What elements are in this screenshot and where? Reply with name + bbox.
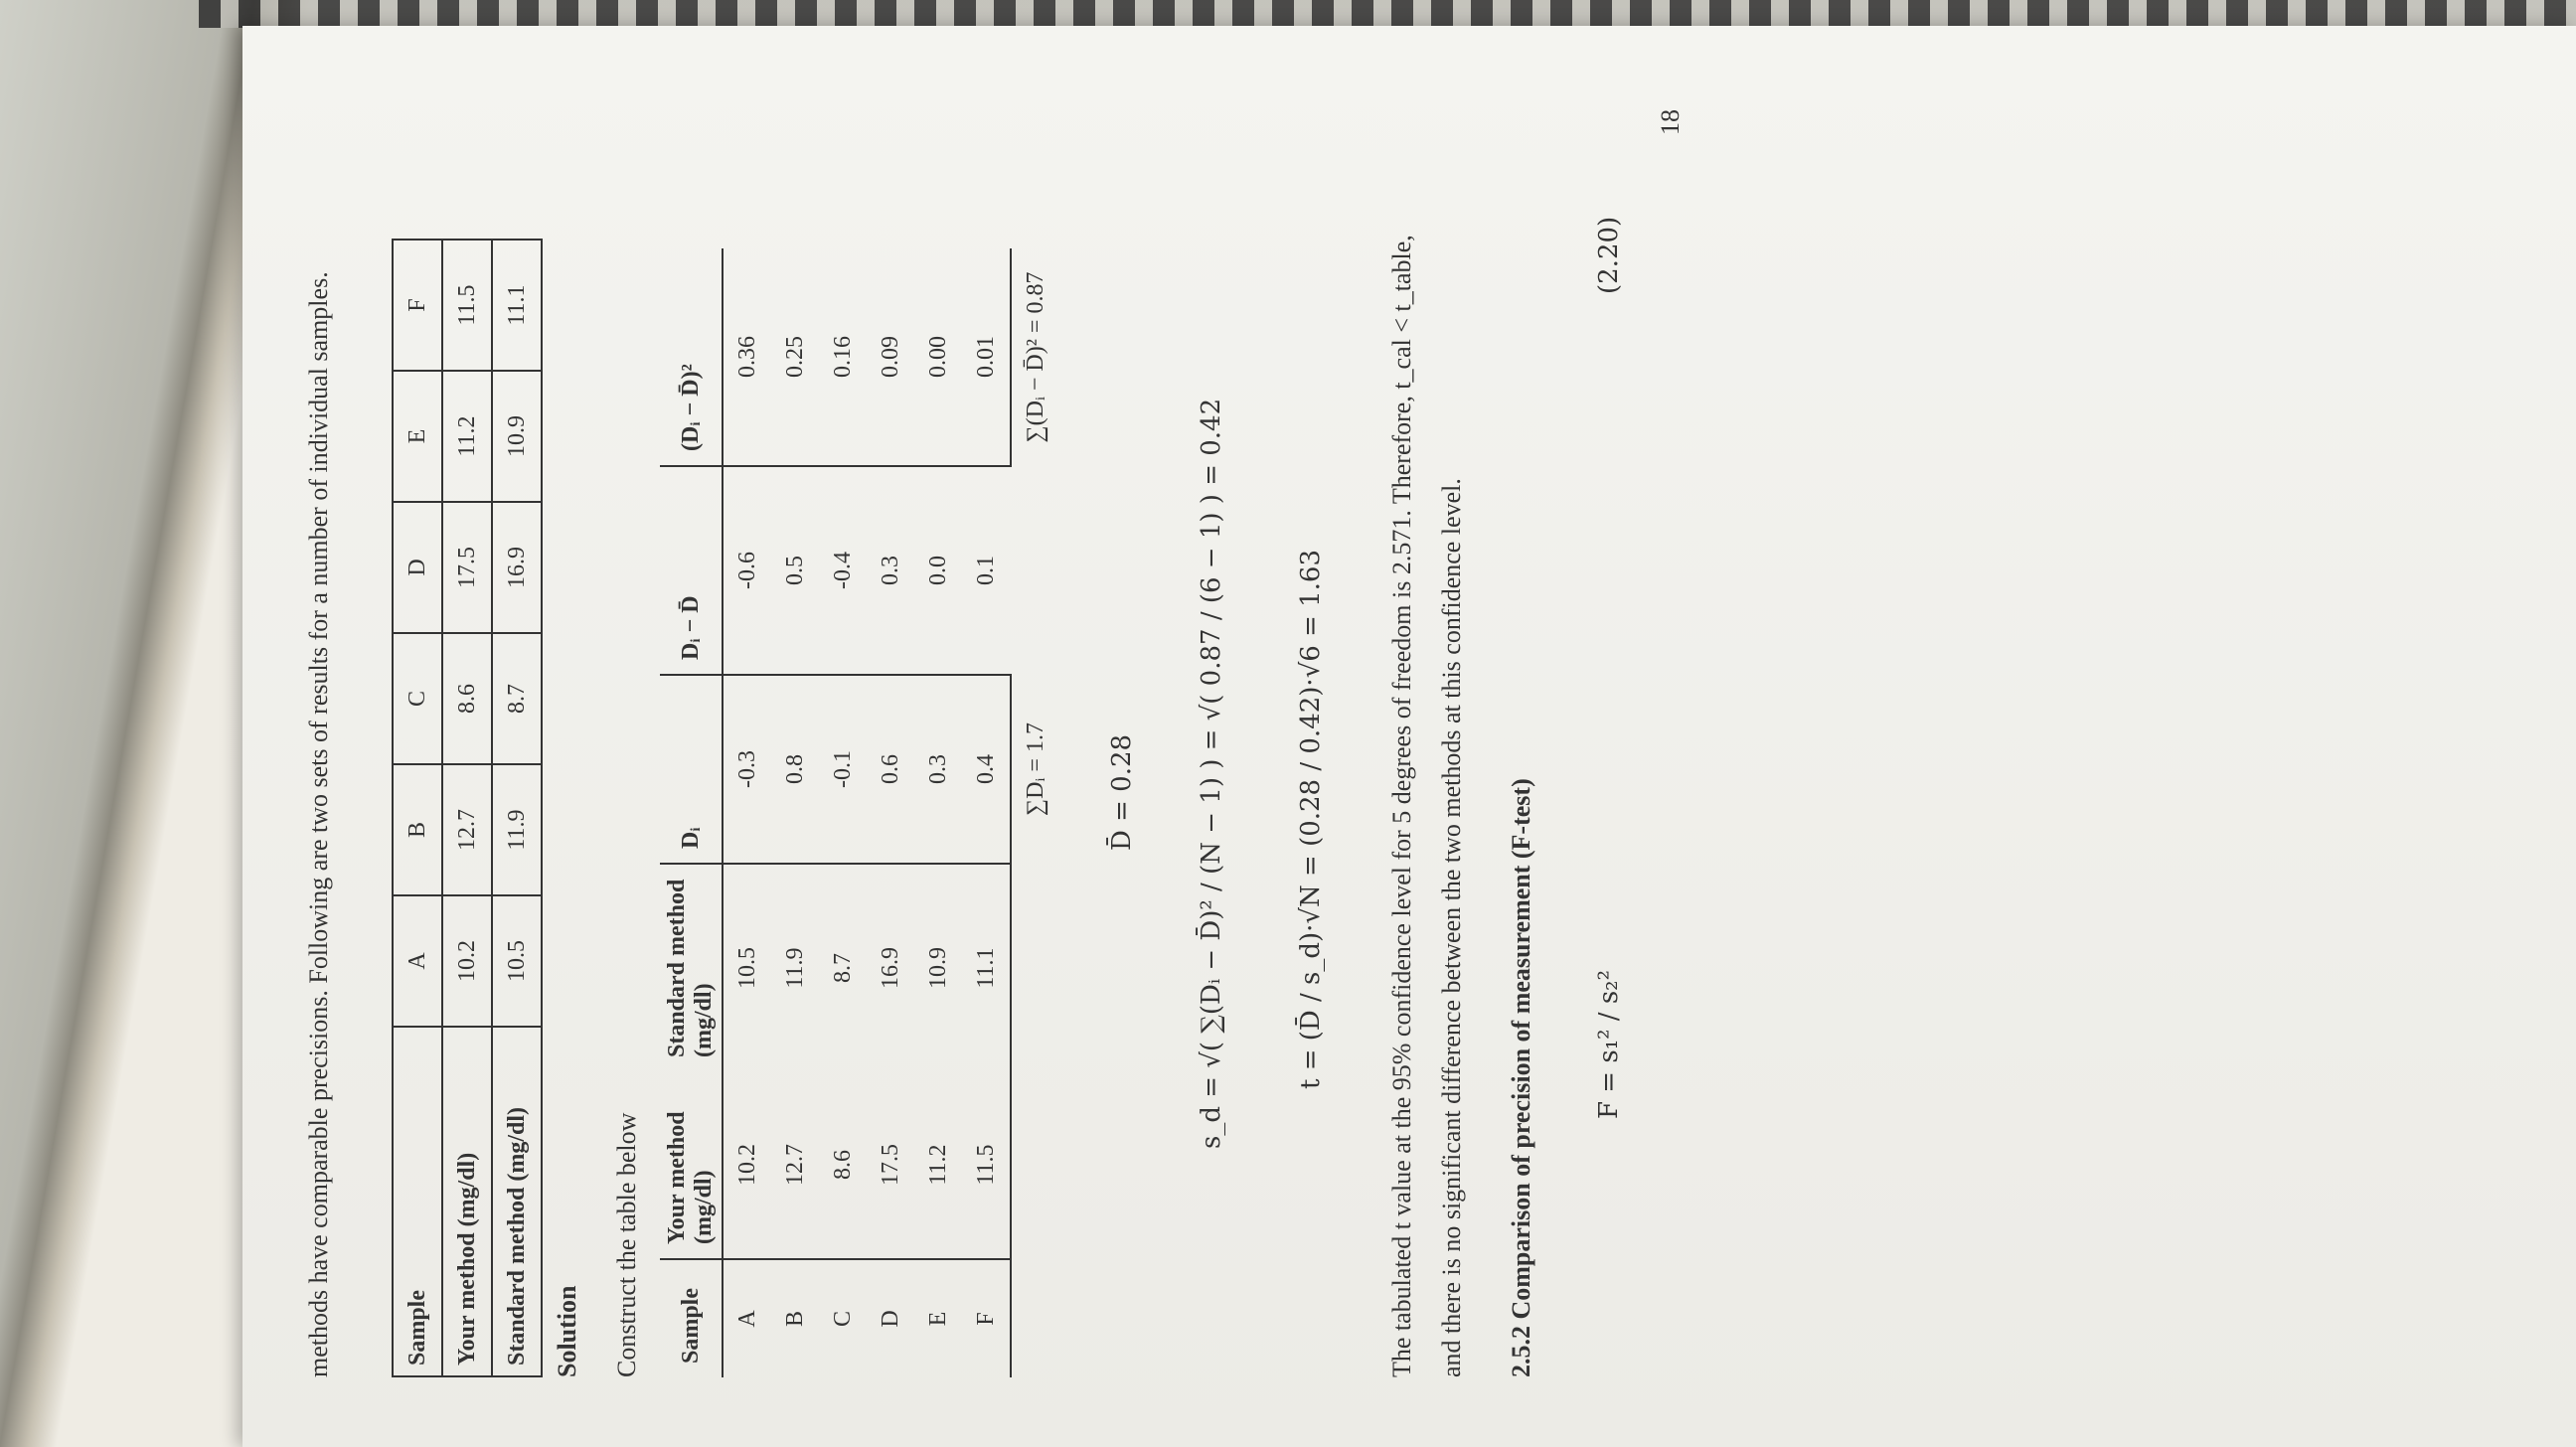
cell: 0.36 (733, 336, 760, 378)
sum-squared: ∑(Dᵢ − D̄)² = 0.87 (1022, 271, 1048, 443)
table-row (492, 240, 542, 1376)
cell: -0.1 (819, 675, 867, 864)
th-your-method: Your method (mg/dl) (660, 1071, 723, 1259)
cell: 10.9 (914, 864, 962, 1071)
th-sample: Sample (660, 1259, 723, 1377)
table-row (867, 248, 914, 1377)
table-row (771, 248, 819, 1377)
col-e: E (393, 371, 442, 502)
cell: 11.5 (962, 1071, 1011, 1259)
cell: 0.16 (829, 336, 856, 378)
cell: 10.5 (492, 895, 542, 1027)
page-number: 18 (1656, 109, 1685, 135)
binder-rings (199, 0, 2576, 28)
cell: D (867, 1259, 914, 1377)
cell: 11.2 (442, 371, 492, 502)
cell: 10.2 (733, 1144, 760, 1186)
cell: 17.5 (877, 1144, 903, 1186)
cell: 8.7 (819, 864, 867, 1071)
cell: 8.6 (829, 1150, 856, 1180)
col-d: D (393, 502, 442, 633)
cell: 17.5 (442, 502, 492, 633)
page-content (242, 26, 2576, 1447)
cell: 0.1 (962, 466, 1011, 675)
cell: 16.9 (867, 864, 914, 1071)
th-standard-method: Standard method (mg/dl) (660, 864, 723, 1071)
solution-heading: Solution (553, 1285, 581, 1377)
sum-di: ∑Dᵢ = 1.7 (1022, 723, 1048, 816)
cell: A (723, 1259, 771, 1377)
cell: E (914, 1259, 962, 1377)
cell: 11.1 (492, 240, 542, 371)
cell: 16.9 (492, 502, 542, 633)
table-row (914, 248, 962, 1377)
cell: F (962, 1259, 1011, 1377)
t-equation: t = (D̄ / s_d)·√N = (0.28 / 0.42)·√6 = 1.63 (1296, 549, 1326, 1089)
cell: 0.0 (914, 466, 962, 675)
cell: -0.3 (723, 675, 771, 864)
computation-table (660, 248, 1059, 1377)
cell: 10.2 (442, 895, 492, 1027)
cell: B (771, 1259, 819, 1377)
table-row (442, 240, 492, 1376)
cell: 0.3 (914, 675, 962, 864)
f-equation-number: (2.20) (1594, 216, 1624, 294)
row-label: Standard method (mg/dl) (492, 1027, 542, 1376)
th-squared: (Dᵢ − D̄)² (660, 248, 723, 466)
document-page (242, 26, 2576, 1447)
col-a: A (393, 895, 442, 1027)
cell: 0.01 (962, 248, 1011, 466)
cell: -0.6 (723, 466, 771, 675)
intro-paragraph: methods have comparable precisions. Following are two sets of results for a number of individual samples. (304, 271, 333, 1377)
cell: 0.4 (962, 675, 1011, 864)
col-c: C (393, 633, 442, 764)
cell: 0.8 (771, 675, 819, 864)
row-label: Your method (mg/dl) (442, 1027, 492, 1376)
conclusion-line-1: The tabulated t value at the 95% confidence level for 5 degrees of freedom is 2.571. Therefore, t_cal < t_table, (1387, 235, 1416, 1377)
cell: 11.5 (442, 240, 492, 371)
cell: C (819, 1259, 867, 1377)
table-row (962, 248, 1011, 1377)
construct-text: Construct the table below (612, 1112, 641, 1377)
cell: 0.5 (771, 466, 819, 675)
conclusion-line-2: and there is no significant difference between the two methods at this confidence level. (1437, 478, 1466, 1377)
cell: 8.6 (442, 633, 492, 764)
dbar-equation: D̄ = 0.28 (1107, 733, 1137, 851)
cell: 0.3 (867, 466, 914, 675)
table-header-row (660, 248, 723, 1377)
section-heading: 2.5.2 Comparison of precision of measurement (F-test) (1507, 778, 1535, 1377)
sd-equation: s_d = √( ∑(Dᵢ − D̄)² / (N − 1) ) = √( 0.87 / (6 − 1) ) = 0.42 (1197, 398, 1226, 1149)
cell: 8.7 (492, 633, 542, 764)
col-b: B (393, 764, 442, 895)
cell: -0.4 (819, 466, 867, 675)
cell: 11.9 (771, 864, 819, 1071)
cell: 12.7 (781, 1144, 808, 1186)
col-f: F (393, 240, 442, 371)
cell: 11.9 (492, 764, 542, 895)
header-sample: Sample (393, 1027, 442, 1376)
cell: 11.2 (924, 1144, 951, 1186)
cell: 10.9 (492, 371, 542, 502)
table-row (723, 248, 771, 1377)
f-equation: F = s₁² / s₂² (1594, 969, 1624, 1119)
results-table (392, 239, 543, 1377)
th-di: Dᵢ (660, 675, 723, 864)
cell: 0.00 (924, 336, 951, 378)
th-di-minus-dbar: Dᵢ − D̄ (660, 466, 723, 675)
table-sum-row (1011, 248, 1059, 1377)
cell: 0.25 (781, 336, 808, 378)
cell: 0.6 (867, 675, 914, 864)
cell: 12.7 (442, 764, 492, 895)
cell: 10.5 (723, 864, 771, 1071)
table-row (393, 240, 442, 1376)
cell: 11.1 (962, 864, 1011, 1071)
cell: 0.09 (877, 336, 903, 378)
table-row (819, 248, 867, 1377)
